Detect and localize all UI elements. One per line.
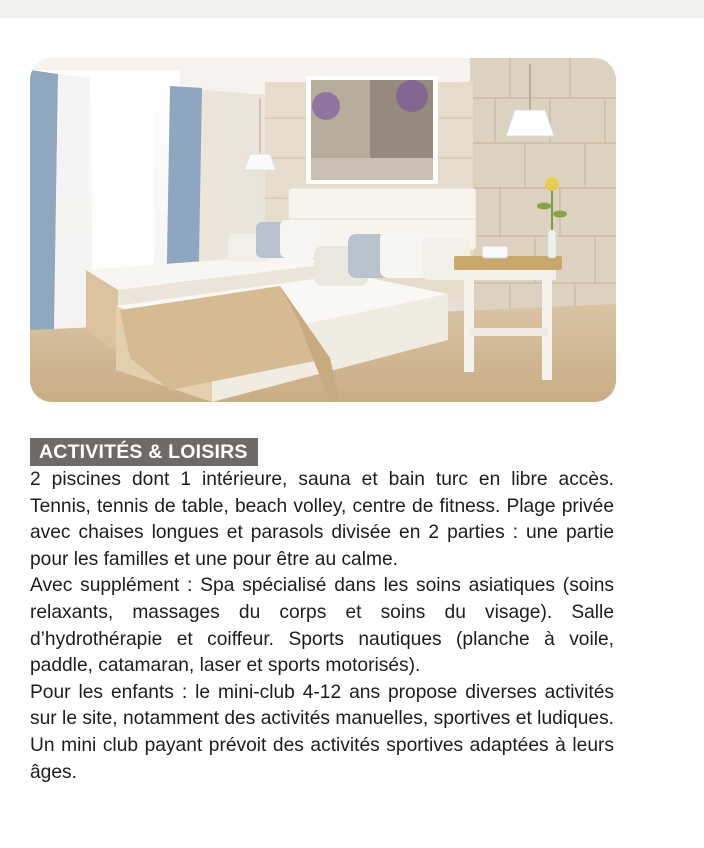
paragraph-facilities: 2 piscines dont 1 intérieure, sauna et bain turc en libre accès. Tennis, tennis de table, beach volley, centre de fitness. Plage privée avec chaises longues et parasols divisée en 2 parties : une partie pour les familles et une pour être au calme. — [30, 469, 614, 570]
top-band — [0, 0, 704, 18]
hotel-room-illustration — [30, 58, 616, 402]
paragraph-children: Pour les enfants : le mini-club 4-12 ans propose diverses activités sur le site, notamment des activités manuelles, sportives et ludiques. Un mini club payant prévoit des activités sportives adaptées à leurs âges. — [30, 681, 614, 783]
section-body — [30, 467, 614, 786]
hotel-room-photo — [30, 58, 616, 402]
paragraph-supplement: Avec supplément : Spa spécialisé dans les soins asiatiques (soins relaxants, massages du corps et soins du visage). Salle d’hydrothérapie et coiffeur. Sports nautiques (planche à voile, paddle, catamaran, laser et sports motorisés). — [30, 575, 614, 677]
section-heading-bar — [30, 438, 258, 466]
section-heading: ACTIVITÉS & LOISIRS — [39, 440, 248, 463]
